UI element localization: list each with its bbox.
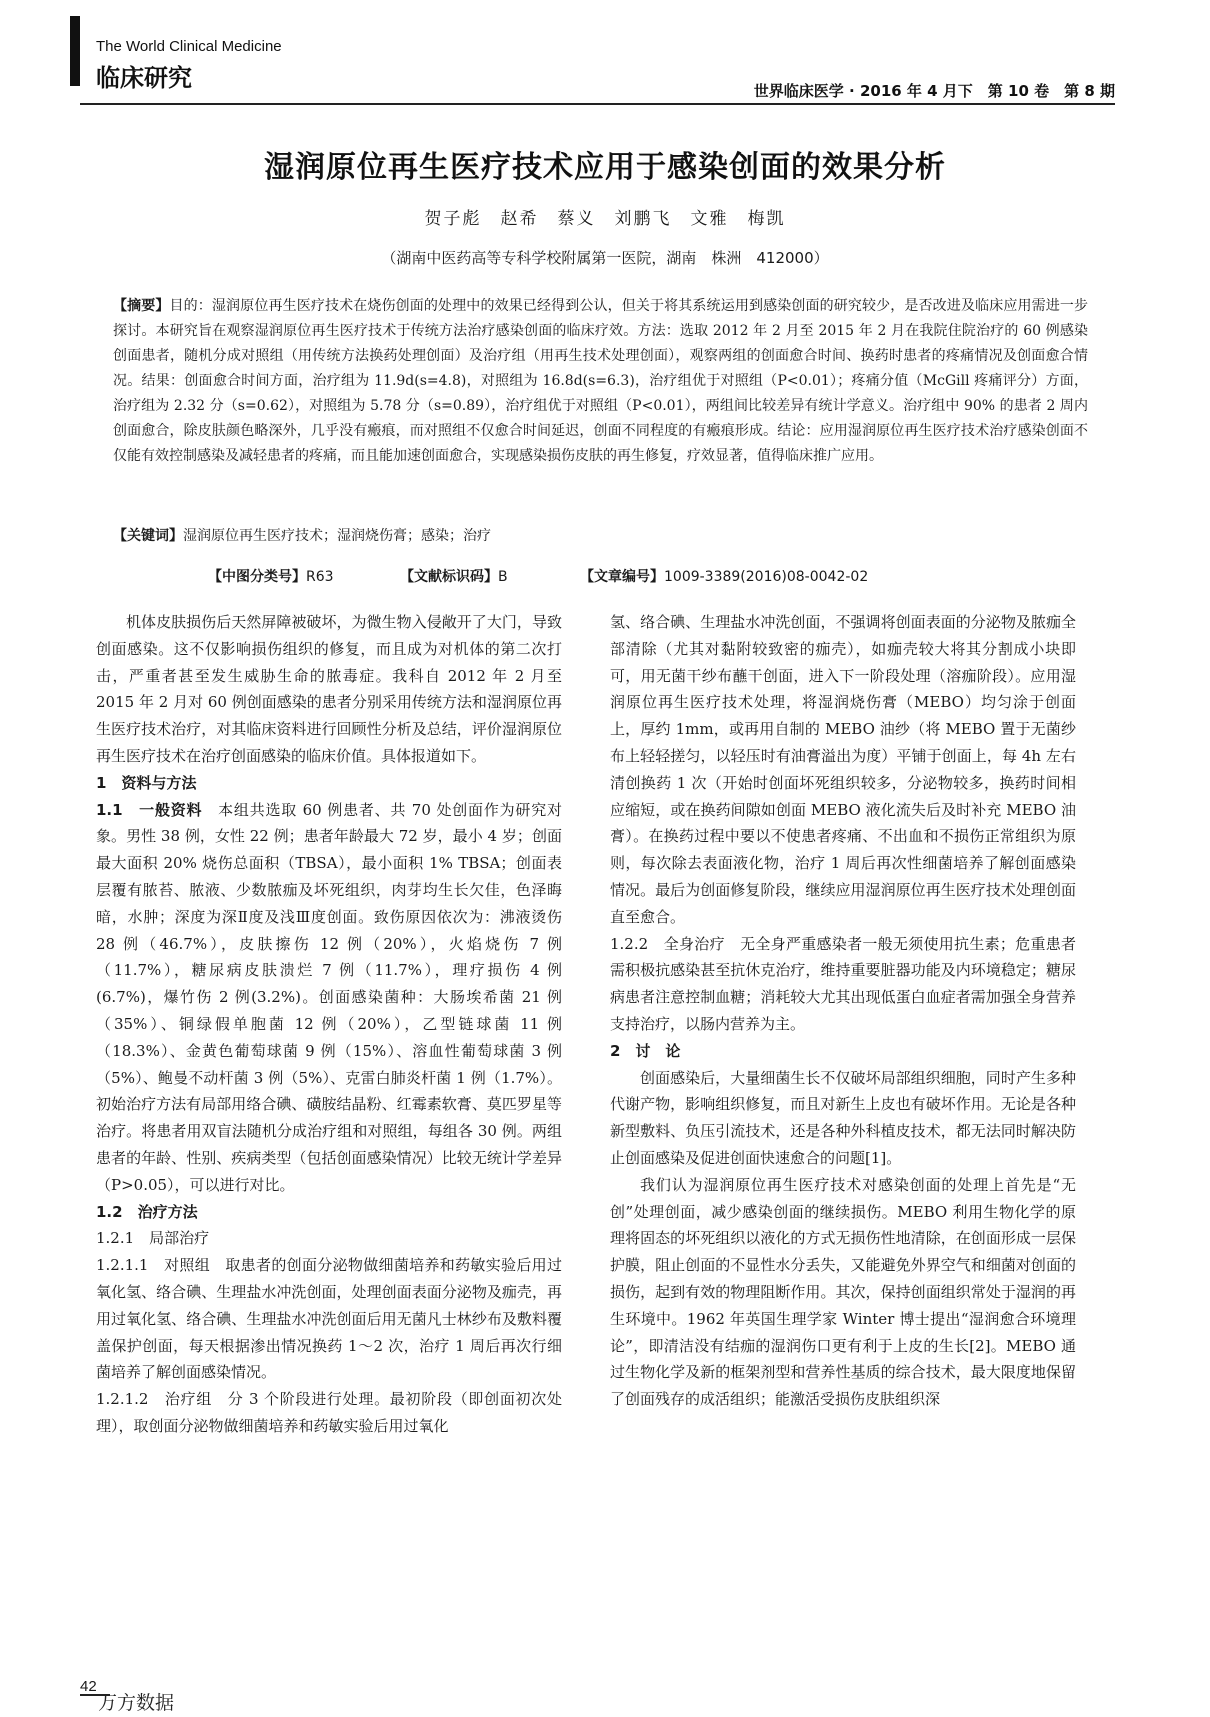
subsection-1-1-text: 本组共选取 60 例患者、共 70 处创面作为研究对象。男性 38 例，女性 22 例；患者年龄最大 72 岁，最小 4 岁；创面最大面积 20% 烧伤总面积（TBSA），最小面积 1% TBSA；创面表层覆有脓苔、脓液、少数脓痂及坏死组织，肉芽均生长欠佳，色泽晦暗，水肿；深度为深Ⅱ度及浅Ⅲ度创面。致伤原因依次为：沸液烫伤 28 例（46.7%），皮肤擦伤 12 例（20%），火焰烧伤 7 例（11.7%），糖尿病皮肤溃烂 7 例（11.7%），理疗损伤 4 例(6.7%)，爆竹伤 2 例(3.2%)。创面感染菌种：大肠埃希菌 21 例（35%）、铜绿假单胞菌 12 例（20%），乙型链球菌 11 例（18.3%）、金黄色葡萄球菌 9 例（15%）、溶血性葡萄球菌 3 例（5%）、鲍曼不动杆菌 3 例（5%）、克雷白肺炎杆菌 1 例（1.7%）。初始治疗方法有局部用络合碘、磺胺结晶粉、红霉素软膏、莫匹罗星等治疗。将患者用双盲法随机分成治疗组和对照组，每组各 30 例。两组患者的年龄、性别、疾病类型（包括创面感染情况）比较无统计学差异（P>0.05），可以进行对比。 [96, 800, 562, 1194]
doc-code-value: B [498, 569, 508, 585]
doc-code [400, 566, 508, 586]
keywords-label: 【关键词】 [113, 528, 183, 544]
paragraph-1-2-2: 1.2.2 全身治疗 无全身严重感染者一般无须使用抗生素；危重患者需积极抗感染甚至抗休克治疗，维持重要脏器功能及内环境稳定；糖尿病患者注意控制血糖；消耗较大尤其出现低蛋白血症者需加强全身营养支持治疗，以肠内营养为主。 [610, 934, 1076, 1033]
subsection-1-1 [96, 797, 562, 1199]
article-number-value: 1009-3389(2016)08-0042-02 [664, 569, 869, 585]
journal-issue-line: 世界临床医学 · 2016 年 4 月下 第 10 卷 第 8 期 [753, 82, 1115, 100]
keywords-text: 湿润原位再生医疗技术；湿润烧伤膏；感染；治疗 [183, 528, 491, 544]
article-number [580, 566, 868, 586]
article-number-label: 【文章编号】 [580, 569, 664, 585]
body-left-column [96, 609, 562, 1440]
paragraph-1-2-1-2: 1.2.1.2 治疗组 分 3 个阶段进行处理。最初阶段（即创面初次处理），取创面分泌物做细菌培养和药敏实验后用过氧化 [96, 1390, 562, 1435]
article-authors: 贺子彪 赵希 蔡义 刘鹏飞 文雅 梅凯 [424, 209, 786, 229]
body-right-column [610, 609, 1076, 1413]
abstract-text: 目的：湿润原位再生医疗技术在烧伤创面的处理中的效果已经得到公认，但关于将其系统运用到感染创面的研究较少，是否改进及临床应用需进一步探讨。本研究旨在观察湿润原位再生医疗技术于传统方法治疗感染创面的临床疗效。方法：选取 2012 年 2 月至 2015 年 2 月在我院住院治疗的 60 例感染创面患者，随机分成对照组（用传统方法换药处理创面）及治疗组（用再生技术处理创面），观察两组的创面愈合时间、换药时患者的疼痛情况及创面愈合情况。结果：创面愈合时间方面，治疗组为 11.9d(s=4.8)，对照组为 16.8d(s=6.3)，治疗组优于对照组（P<0.01）；疼痛分值（McGill 疼痛评分）方面，治疗组为 2.32 分（s=0.62），对照组为 5.78 分（s=0.89），治疗组优于对照组（P<0.01），两组间比较差异有统计学意义。治疗组中 90% 的患者 2 周内创面愈合，除皮肤颜色略深外，几乎没有瘢痕，而对照组不仅愈合时间延迟，创面不同程度的有瘢痕形成。结论：应用湿润原位再生医疗技术治疗感染创面不仅能有效控制感染及减轻患者的疼痛，而且能加速创面愈合，实现感染损伤皮肤的再生修复，疗效显著，值得临床推广应用。 [113, 298, 1088, 464]
section-heading-1: 1 资料与方法 [96, 773, 197, 792]
page-number: 42 [80, 1678, 97, 1695]
header-accent-bar [70, 16, 80, 86]
paragraph-continued: 氢、络合碘、生理盐水冲洗创面，不强调将创面表面的分泌物及脓痂全部清除（尤其对黏附较致密的痂壳），如痂壳较大将其分割成小块即可，用无菌干纱布蘸干创面，进入下一阶段处理（溶痂阶段）。应用湿润原位再生医疗技术处理，将湿润烧伤膏（MEBO）均匀涂于创面上，厚约 1mm，或再用自制的 MEBO 油纱（将 MEBO 置于无菌纱布上轻轻搓匀，以轻压时有油膏溢出为度）平铺于创面上，每 4h 左右清创换药 1 次（开始时创面坏死组织较多，分泌物较多，换药时间相应缩短，或在换药间隙如创面 MEBO 液化流失后及时补充 MEBO 油膏）。在换药过程中要以不使患者疼痛、不出血和不损伤正常组织为原则，每次除去表面液化物，治疗 1 周后再次性细菌培养了解创面感染情况。最后为创面修复阶段，继续应用湿润原位再生医疗技术处理创面直至愈合。 [610, 613, 1076, 926]
journal-english-title: The World Clinical Medicine [96, 38, 282, 55]
subsection-1-1-heading: 1.1 一般资料 [96, 800, 203, 819]
doc-code-label: 【文献标识码】 [400, 569, 498, 585]
database-watermark: 万方数据 [98, 1692, 175, 1714]
clc-number [208, 566, 334, 586]
subsection-heading-1-2: 1.2 治疗方法 [96, 1202, 198, 1221]
discussion-paragraph-1: 创面感染后，大量细菌生长不仅破坏局部组织细胞，同时产生多种代谢产物，影响组织修复，而且对新生上皮也有破坏作用。无论是各种新型敷料、负压引流技术，还是各种外科植皮技术，都无法同时解决防止创面感染及促进创面快速愈合的问题[1]。 [610, 1068, 1076, 1167]
article-title: 湿润原位再生医疗技术应用于感染创面的效果分析 [264, 150, 946, 185]
paragraph-1-2-1-1: 1.2.1.1 对照组 取患者的创面分泌物做细菌培养和药敏实验后用过氧化氢、络合碘、生理盐水冲洗创面，处理创面表面分泌物及痂壳，再用过氧化氢、络合碘、生理盐水冲洗创面后用无菌凡士林纱布及敷料覆盖保护创面，每天根据渗出情况换药 1～2 次，治疗 1 周后再次行细菌培养了解创面感染情况。 [96, 1256, 562, 1382]
keywords [113, 524, 1088, 549]
abstract-label: 【摘要】 [113, 298, 170, 314]
intro-paragraph: 机体皮肤损伤后天然屏障被破坏，为微生物入侵敞开了大门，导致创面感染。这不仅影响损伤组织的修复，而且成为对机体的第二次打击，严重者甚至发生威胁生命的脓毒症。我科自 2012 年 2 月至 2015 年 2 月对 60 例创面感染的患者分别采用传统方法和湿润原位再生医疗技术治疗，对其临床资料进行回顾性分析及总结，评价湿润原位再生医疗技术在治疗创面感染的临床价值。具体报道如下。 [96, 613, 562, 765]
article-affiliation: （湖南中医药高等专科学校附属第一医院，湖南 株洲 412000） [381, 249, 829, 267]
discussion-paragraph-2: 我们认为湿润原位再生医疗技术对感染创面的处理上首先是“无创”处理创面，减少感染创面的继续损伤。MEBO 利用生物化学的原理将固态的坏死组织以液化的方式无损伤性地清除，在创面形成一层保护膜，阻止创面的不显性水分丢失，又能避免外界空气和细菌对创面的损伤，起到有效的物理阻断作用。其次，保持创面组织常处于湿润的再生环境中。1962 年英国生理学家 Winter 博士提出“湿润愈合环境理论”，即清洁没有结痂的湿润伤口更有利于上皮的生长[2]。MEBO 通过生物化学及新的框架剂型和营养性基质的综合技术，最大限度地保留了创面残存的成活组织；能激活受损伤皮肤组织深 [610, 1175, 1076, 1409]
clc-label: 【中图分类号】 [208, 569, 306, 585]
section-title: 临床研究 [96, 64, 192, 92]
subsection-heading-1-2-1: 1.2.1 局部治疗 [96, 1229, 210, 1248]
abstract [113, 294, 1088, 469]
clc-value: R63 [306, 569, 334, 585]
header-divider [80, 103, 1115, 105]
section-heading-2: 2 讨 论 [610, 1041, 681, 1060]
